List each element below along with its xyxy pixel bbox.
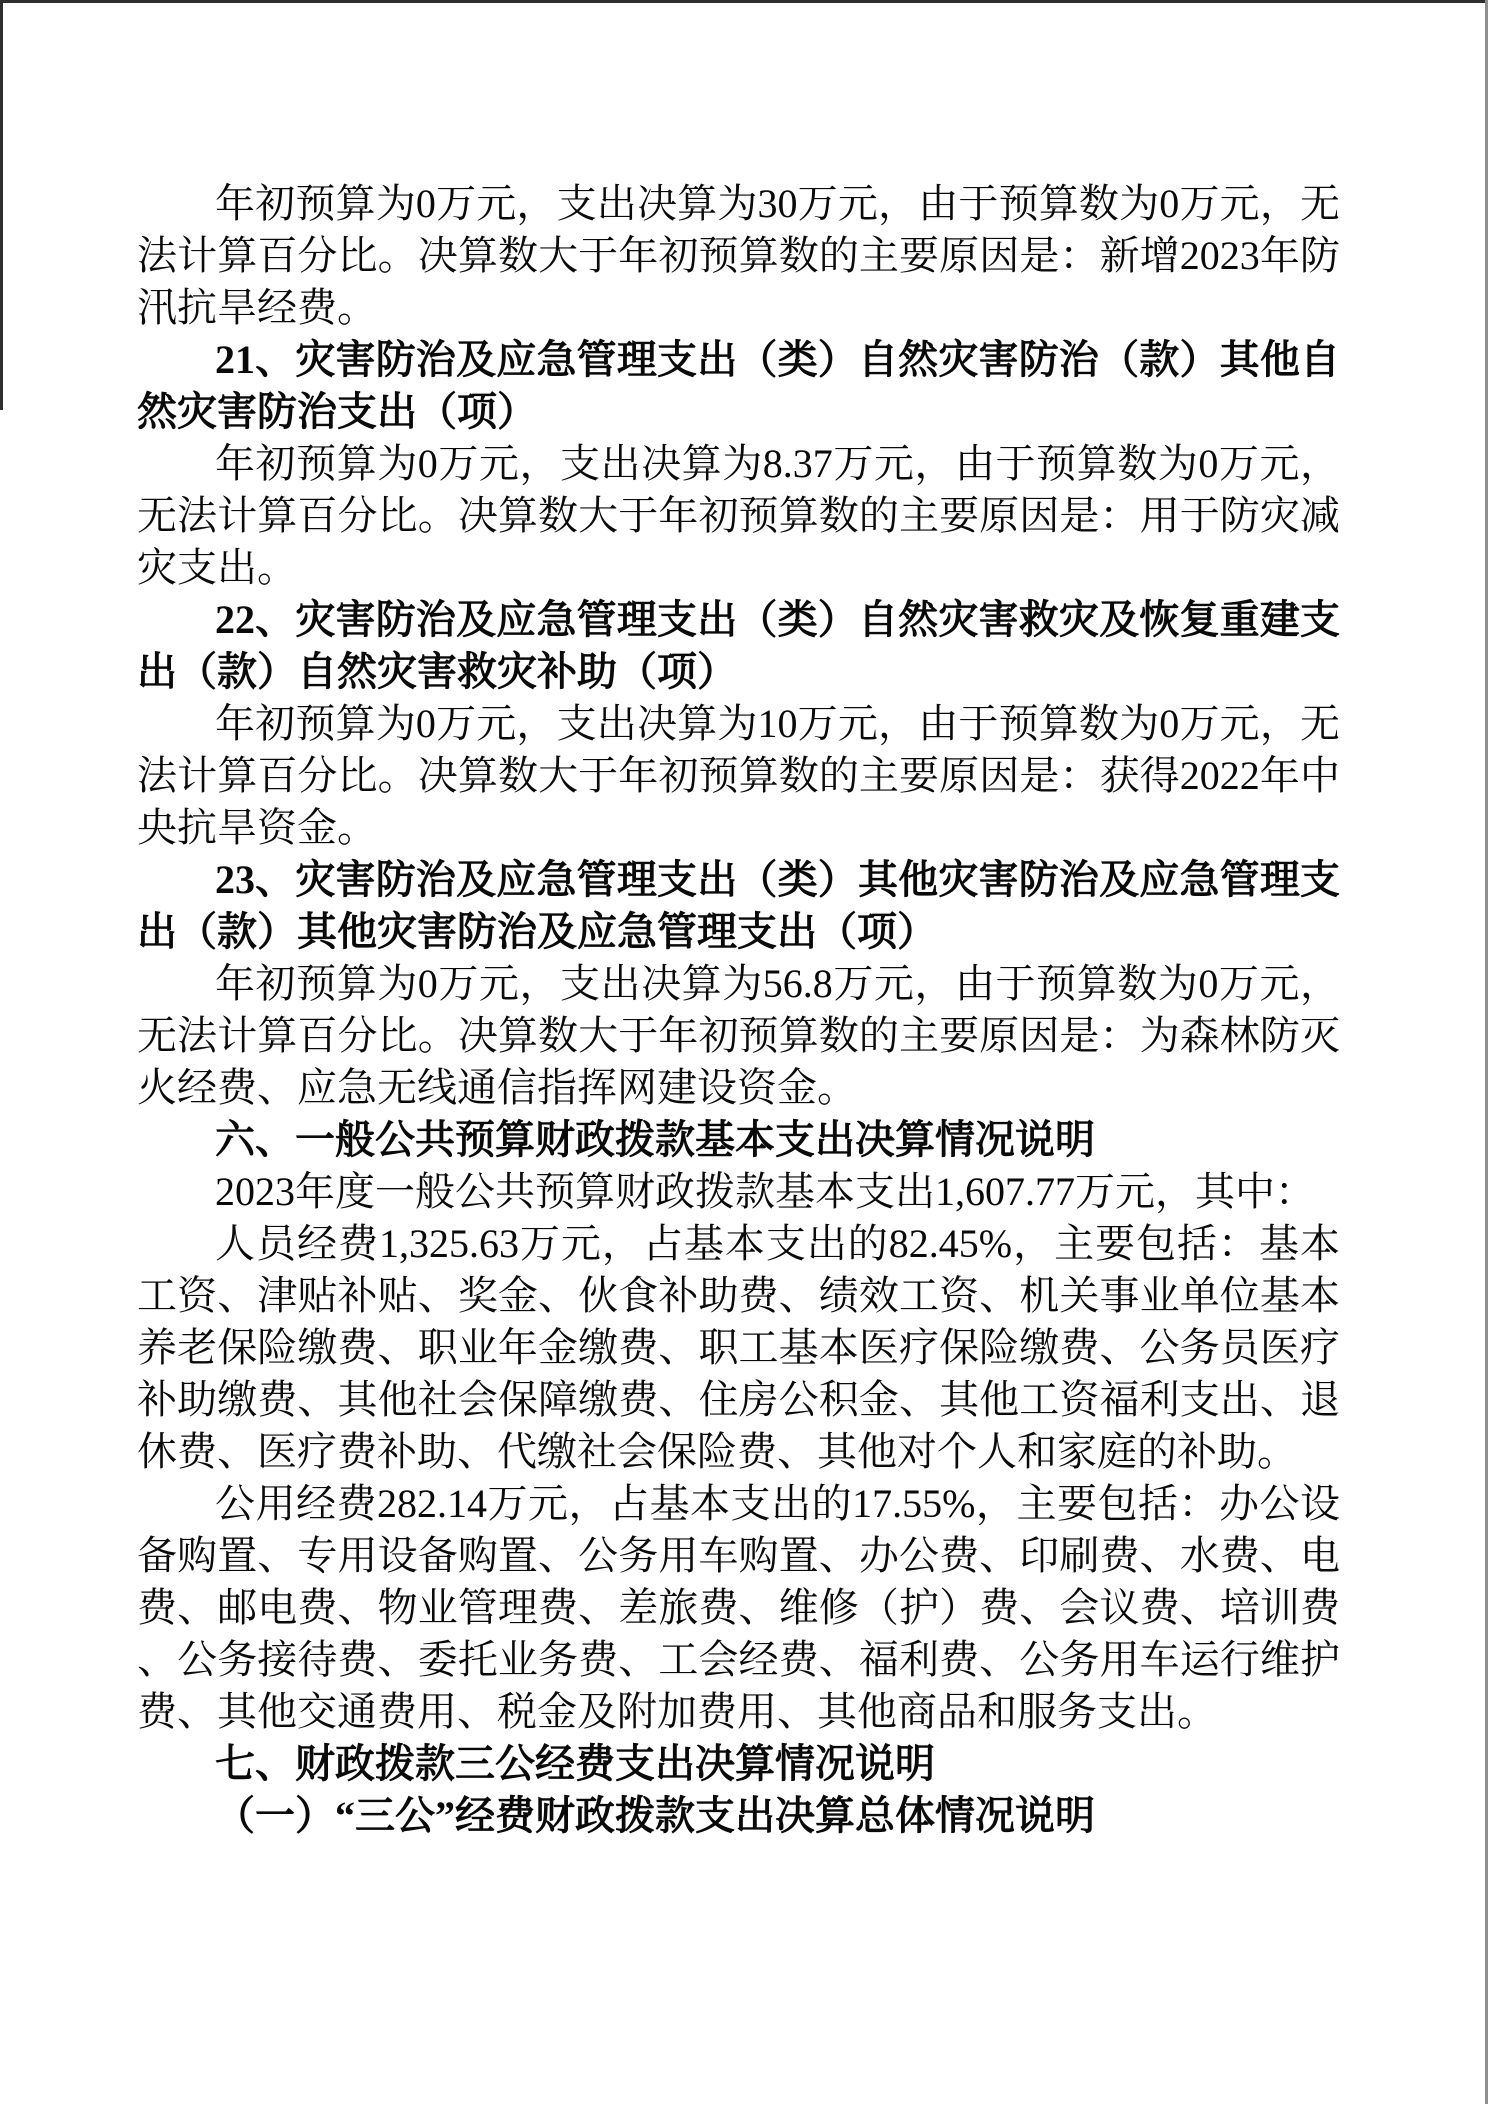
text-line: 费、邮电费、物业管理费、差旅费、维修（护）费、会议费、培训费 xyxy=(137,1585,1340,1630)
body-paragraph xyxy=(137,438,1340,594)
heading-paragraph xyxy=(137,1790,1340,1842)
heading-line: 六、一般公共预算财政拨款基本支出决算情况说明 xyxy=(215,1117,1095,1162)
text-line: 灾支出。 xyxy=(137,545,297,590)
text-line: 年初预算为0万元，支出决算为8.37万元，由于预算数为0万元， xyxy=(215,441,1340,486)
text-line: 工资、津贴补贴、奖金、伙食补助费、绩效工资、机关事业单位基本 xyxy=(137,1273,1340,1318)
page-top-border xyxy=(0,0,1488,3)
text-line: 人员经费1,325.63万元，占基本支出的82.45%，主要包括：基本 xyxy=(215,1221,1340,1266)
body-paragraph xyxy=(137,1478,1340,1738)
text-line: 汛抗旱经费。 xyxy=(137,285,377,330)
body-paragraph xyxy=(137,958,1340,1114)
text-line: 无法计算百分比。决算数大于年初预算数的主要原因是：用于防灾减 xyxy=(137,493,1340,538)
text-line: 法计算百分比。决算数大于年初预算数的主要原因是：新增2023年防 xyxy=(137,233,1340,278)
text-line: 央抗旱资金。 xyxy=(137,805,377,850)
heading-paragraph xyxy=(137,334,1340,438)
heading-paragraph xyxy=(137,1114,1340,1166)
body-paragraph xyxy=(137,178,1340,334)
heading-line: 出（款）其他灾害防治及应急管理支出（项） xyxy=(137,909,937,954)
document-body xyxy=(137,178,1340,1842)
body-paragraph xyxy=(137,1218,1340,1478)
heading-paragraph xyxy=(137,854,1340,958)
text-line: 年初预算为0万元，支出决算为10万元，由于预算数为0万元，无 xyxy=(215,701,1340,746)
text-line: 休费、医疗费补助、代缴社会保险费、其他对个人和家庭的补助。 xyxy=(137,1429,1297,1474)
heading-paragraph xyxy=(137,1738,1340,1790)
heading-line: 21、灾害防治及应急管理支出（类）自然灾害防治（款）其他自 xyxy=(215,337,1340,382)
text-line: 火经费、应急无线通信指挥网建设资金。 xyxy=(137,1065,857,1110)
text-line: 年初预算为0万元，支出决算为30万元，由于预算数为0万元，无 xyxy=(215,181,1340,226)
text-line: 法计算百分比。决算数大于年初预算数的主要原因是：获得2022年中 xyxy=(137,753,1340,798)
heading-line: 23、灾害防治及应急管理支出（类）其他灾害防治及应急管理支 xyxy=(215,857,1340,902)
heading-paragraph xyxy=(137,594,1340,698)
text-line: 养老保险缴费、职业年金缴费、职工基本医疗保险缴费、公务员医疗 xyxy=(137,1325,1340,1370)
text-line: 备购置、专用设备购置、公务用车购置、办公费、印刷费、水费、电 xyxy=(137,1533,1340,1578)
text-line: 年初预算为0万元，支出决算为56.8万元，由于预算数为0万元， xyxy=(215,961,1340,1006)
heading-line: 然灾害防治支出（项） xyxy=(137,389,537,434)
body-paragraph xyxy=(137,1166,1340,1218)
heading-line: 22、灾害防治及应急管理支出（类）自然灾害救灾及恢复重建支 xyxy=(215,597,1340,642)
page-left-border xyxy=(0,0,3,410)
text-line: 、公务接待费、委托业务费、工会经费、福利费、公务用车运行维护 xyxy=(137,1637,1340,1682)
body-paragraph xyxy=(137,698,1340,854)
text-line: 公用经费282.14万元，占基本支出的17.55%，主要包括：办公设 xyxy=(215,1481,1340,1526)
text-line: 费、其他交通费用、税金及附加费用、其他商品和服务支出。 xyxy=(137,1689,1217,1734)
heading-line: 出（款）自然灾害救灾补助（项） xyxy=(137,649,737,694)
heading-line: （一）“三公”经费财政拨款支出决算总体情况说明 xyxy=(215,1793,1095,1838)
text-line: 无法计算百分比。决算数大于年初预算数的主要原因是：为森林防灭 xyxy=(137,1013,1340,1058)
heading-line: 七、财政拨款三公经费支出决算情况说明 xyxy=(215,1741,935,1786)
text-line: 2023年度一般公共预算财政拨款基本支出1,607.77万元，其中： xyxy=(215,1169,1315,1214)
text-line: 补助缴费、其他社会保障缴费、住房公积金、其他工资福利支出、退 xyxy=(137,1377,1340,1422)
